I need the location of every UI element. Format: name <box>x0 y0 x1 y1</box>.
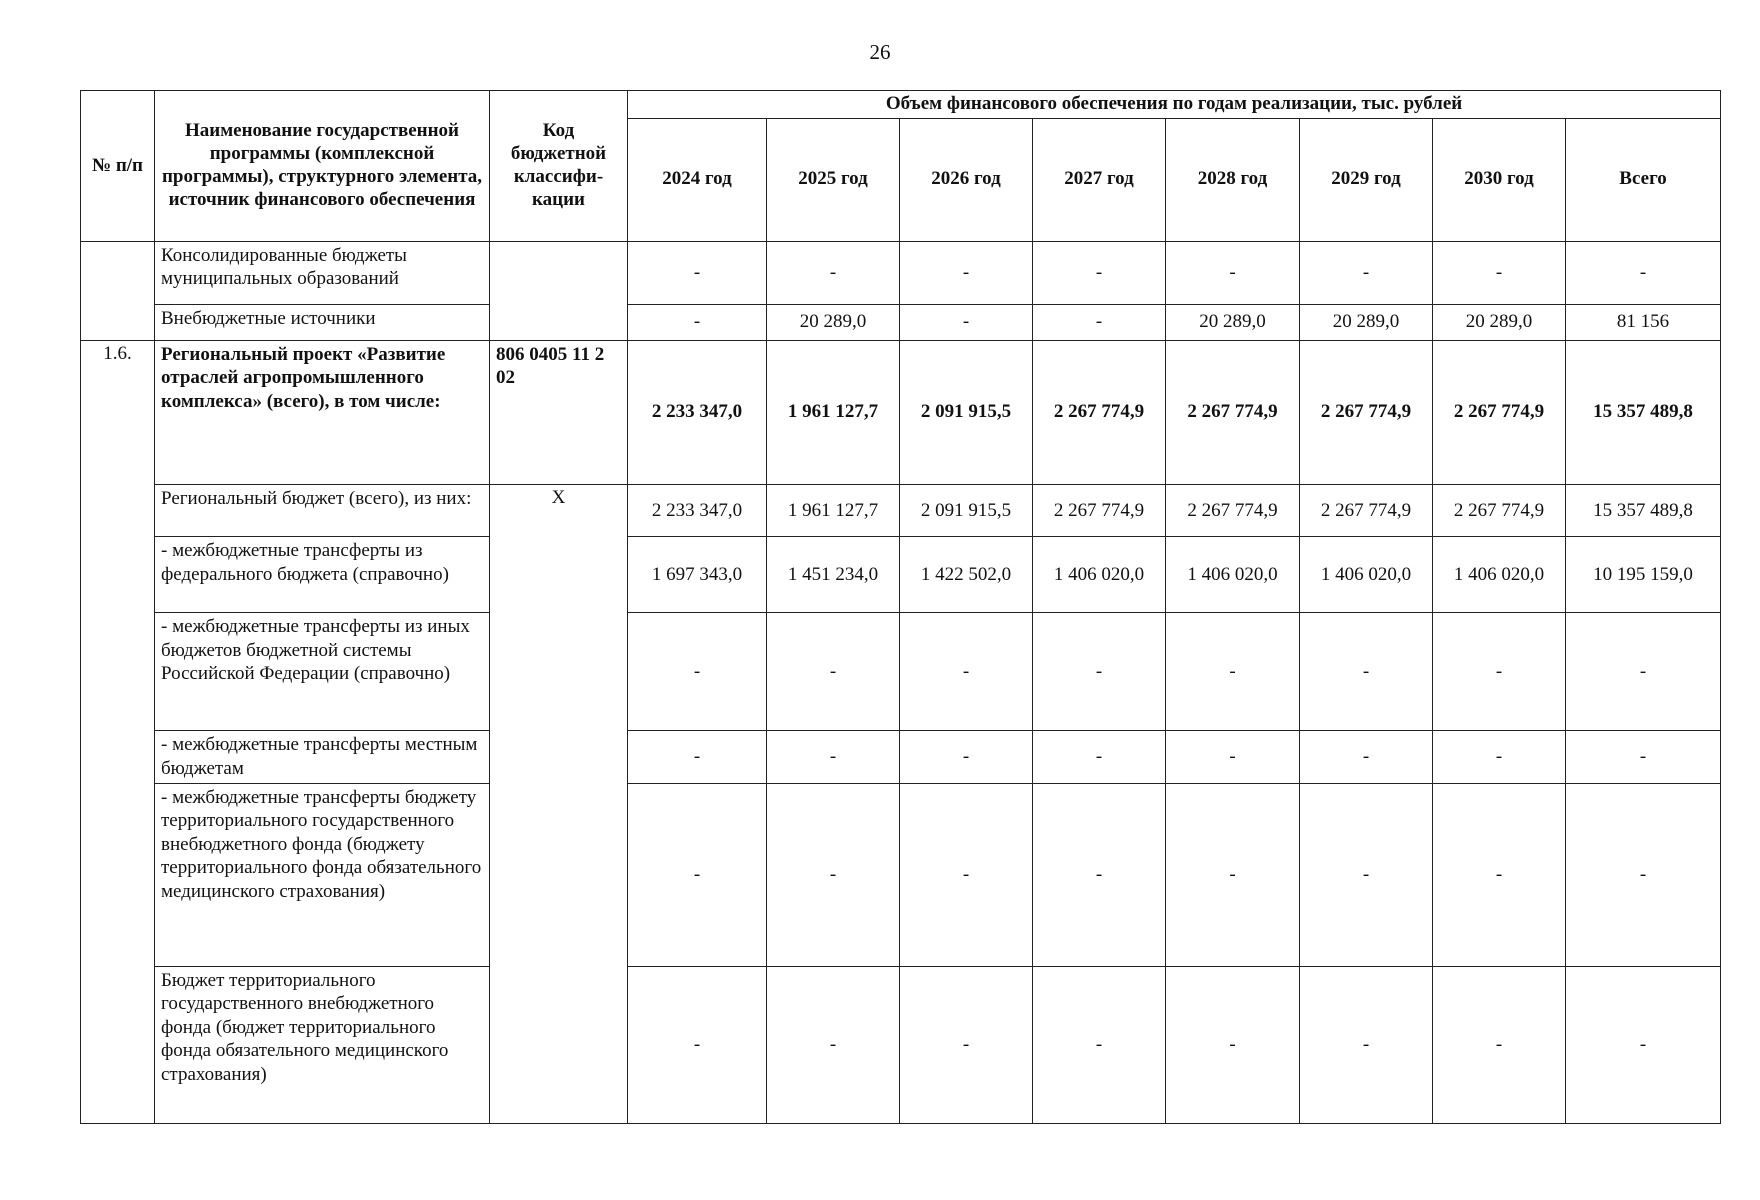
value-cell: - <box>1433 613 1566 731</box>
total-cell: - <box>1566 966 1721 1123</box>
total-cell: - <box>1566 241 1721 304</box>
value-cell: 2 267 774,9 <box>1166 485 1300 537</box>
value-cell: 20 289,0 <box>1166 304 1300 340</box>
value-cell: - <box>1033 731 1166 783</box>
value-cell: 20 289,0 <box>1300 304 1433 340</box>
table-row <box>81 537 1721 613</box>
value-cell: - <box>1033 304 1166 340</box>
value-cell: - <box>900 241 1033 304</box>
value-cell: - <box>1166 241 1300 304</box>
row-code <box>490 241 628 340</box>
row-number: 1.6. <box>81 340 155 1123</box>
value-cell: 1 422 502,0 <box>900 537 1033 613</box>
value-cell: 2 267 774,9 <box>1433 340 1566 484</box>
value-cell: - <box>628 731 767 783</box>
value-cell: 1 961 127,7 <box>767 485 900 537</box>
table-row <box>81 783 1721 966</box>
value-cell: 2 267 774,9 <box>1033 485 1166 537</box>
value-cell: - <box>1433 241 1566 304</box>
table-row <box>81 340 1721 484</box>
value-cell: 2 267 774,9 <box>1300 485 1433 537</box>
value-cell: 2 233 347,0 <box>628 340 767 484</box>
header-year: 2024 год <box>628 118 767 241</box>
total-cell: 81 156 <box>1566 304 1721 340</box>
value-cell: - <box>1166 613 1300 731</box>
value-cell: 1 406 020,0 <box>1300 537 1433 613</box>
row-label: Консолидированные бюджеты муниципальных образований <box>155 241 490 304</box>
value-cell: 2 267 774,9 <box>1033 340 1166 484</box>
value-cell: - <box>1433 966 1566 1123</box>
value-cell: - <box>767 731 900 783</box>
value-cell: 1 406 020,0 <box>1433 537 1566 613</box>
total-cell: 10 195 159,0 <box>1566 537 1721 613</box>
value-cell: 2 267 774,9 <box>1433 485 1566 537</box>
value-cell: - <box>900 613 1033 731</box>
value-cell: - <box>628 241 767 304</box>
header-year: 2026 год <box>900 118 1033 241</box>
row-number <box>81 241 155 340</box>
value-cell: - <box>1166 966 1300 1123</box>
value-cell: 20 289,0 <box>1433 304 1566 340</box>
total-cell: - <box>1566 783 1721 966</box>
funding-table <box>80 90 1721 1124</box>
value-cell: - <box>1300 966 1433 1123</box>
value-cell: 1 697 343,0 <box>628 537 767 613</box>
row-label: Региональный проект «Развитие отраслей агропромышленного комплекса» (всего), в том числе: <box>155 340 490 484</box>
value-cell: - <box>767 783 900 966</box>
row-label: Внебюджетные источники <box>155 304 490 340</box>
value-cell: - <box>900 783 1033 966</box>
header-year: 2025 год <box>767 118 900 241</box>
header-year: 2027 год <box>1033 118 1166 241</box>
value-cell: 1 961 127,7 <box>767 340 900 484</box>
value-cell: - <box>628 304 767 340</box>
value-cell: - <box>767 241 900 304</box>
header-name: Наименование государственной программы (комплексной программы), структурного элемента, источник финансового обеспечения <box>155 91 490 242</box>
value-cell: - <box>1300 731 1433 783</box>
value-cell: 2 091 915,5 <box>900 485 1033 537</box>
value-cell: - <box>1033 241 1166 304</box>
header-total: Всего <box>1566 118 1721 241</box>
value-cell: 1 406 020,0 <box>1166 537 1300 613</box>
header-year: 2028 год <box>1166 118 1300 241</box>
value-cell: - <box>1300 613 1433 731</box>
value-cell: - <box>1433 783 1566 966</box>
value-cell: - <box>628 613 767 731</box>
row-label: - межбюджетные трансферты местным бюджетам <box>155 731 490 783</box>
value-cell: - <box>1433 731 1566 783</box>
total-cell: - <box>1566 613 1721 731</box>
value-cell: - <box>900 966 1033 1123</box>
row-code: X <box>490 485 628 1124</box>
header-year: 2029 год <box>1300 118 1433 241</box>
total-cell: - <box>1566 731 1721 783</box>
value-cell: 2 233 347,0 <box>628 485 767 537</box>
table-row <box>81 613 1721 731</box>
value-cell: 1 406 020,0 <box>1033 537 1166 613</box>
value-cell: 20 289,0 <box>767 304 900 340</box>
value-cell: - <box>767 613 900 731</box>
table-row <box>81 966 1721 1123</box>
value-cell: - <box>900 731 1033 783</box>
table-row <box>81 241 1721 304</box>
value-cell: - <box>1033 613 1166 731</box>
header-number: № п/п <box>81 91 155 242</box>
value-cell: - <box>1166 731 1300 783</box>
page-number: 26 <box>869 40 891 64</box>
total-cell: 15 357 489,8 <box>1566 485 1721 537</box>
table-row <box>81 485 1721 537</box>
header-funding-group: Объем финансового обеспечения по годам реализации, тыс. рублей <box>628 91 1721 119</box>
value-cell: 1 451 234,0 <box>767 537 900 613</box>
value-cell: 2 267 774,9 <box>1166 340 1300 484</box>
value-cell: - <box>1166 783 1300 966</box>
total-cell: 15 357 489,8 <box>1566 340 1721 484</box>
value-cell: - <box>1033 783 1166 966</box>
row-label: - межбюджетные трансферты из иных бюджетов бюджетной системы Российской Федерации (справочно) <box>155 613 490 731</box>
value-cell: 2 091 915,5 <box>900 340 1033 484</box>
table-row <box>81 731 1721 783</box>
value-cell: - <box>1300 241 1433 304</box>
value-cell: - <box>767 966 900 1123</box>
header-year: 2030 год <box>1433 118 1566 241</box>
table-row <box>81 304 1721 340</box>
value-cell: - <box>1033 966 1166 1123</box>
value-cell: - <box>900 304 1033 340</box>
value-cell: - <box>628 783 767 966</box>
row-label: - межбюджетные трансферты из федерального бюджета (справочно) <box>155 537 490 613</box>
row-label: Региональный бюджет (всего), из них: <box>155 485 490 537</box>
row-label: Бюджет территориального государственного внебюджетного фонда (бюджет территориального фонда обязательного медицинского страхования) <box>155 966 490 1123</box>
row-label: - межбюджетные трансферты бюджету территориального государственного внебюджетного фонда (бюджету территориального фонда обязательного медицинского страхования) <box>155 783 490 966</box>
row-code: 806 0405 11 2 02 <box>490 340 628 484</box>
value-cell: - <box>1300 783 1433 966</box>
header-code: Код бюджетной классифи-кации <box>490 91 628 242</box>
value-cell: - <box>628 966 767 1123</box>
value-cell: 2 267 774,9 <box>1300 340 1433 484</box>
